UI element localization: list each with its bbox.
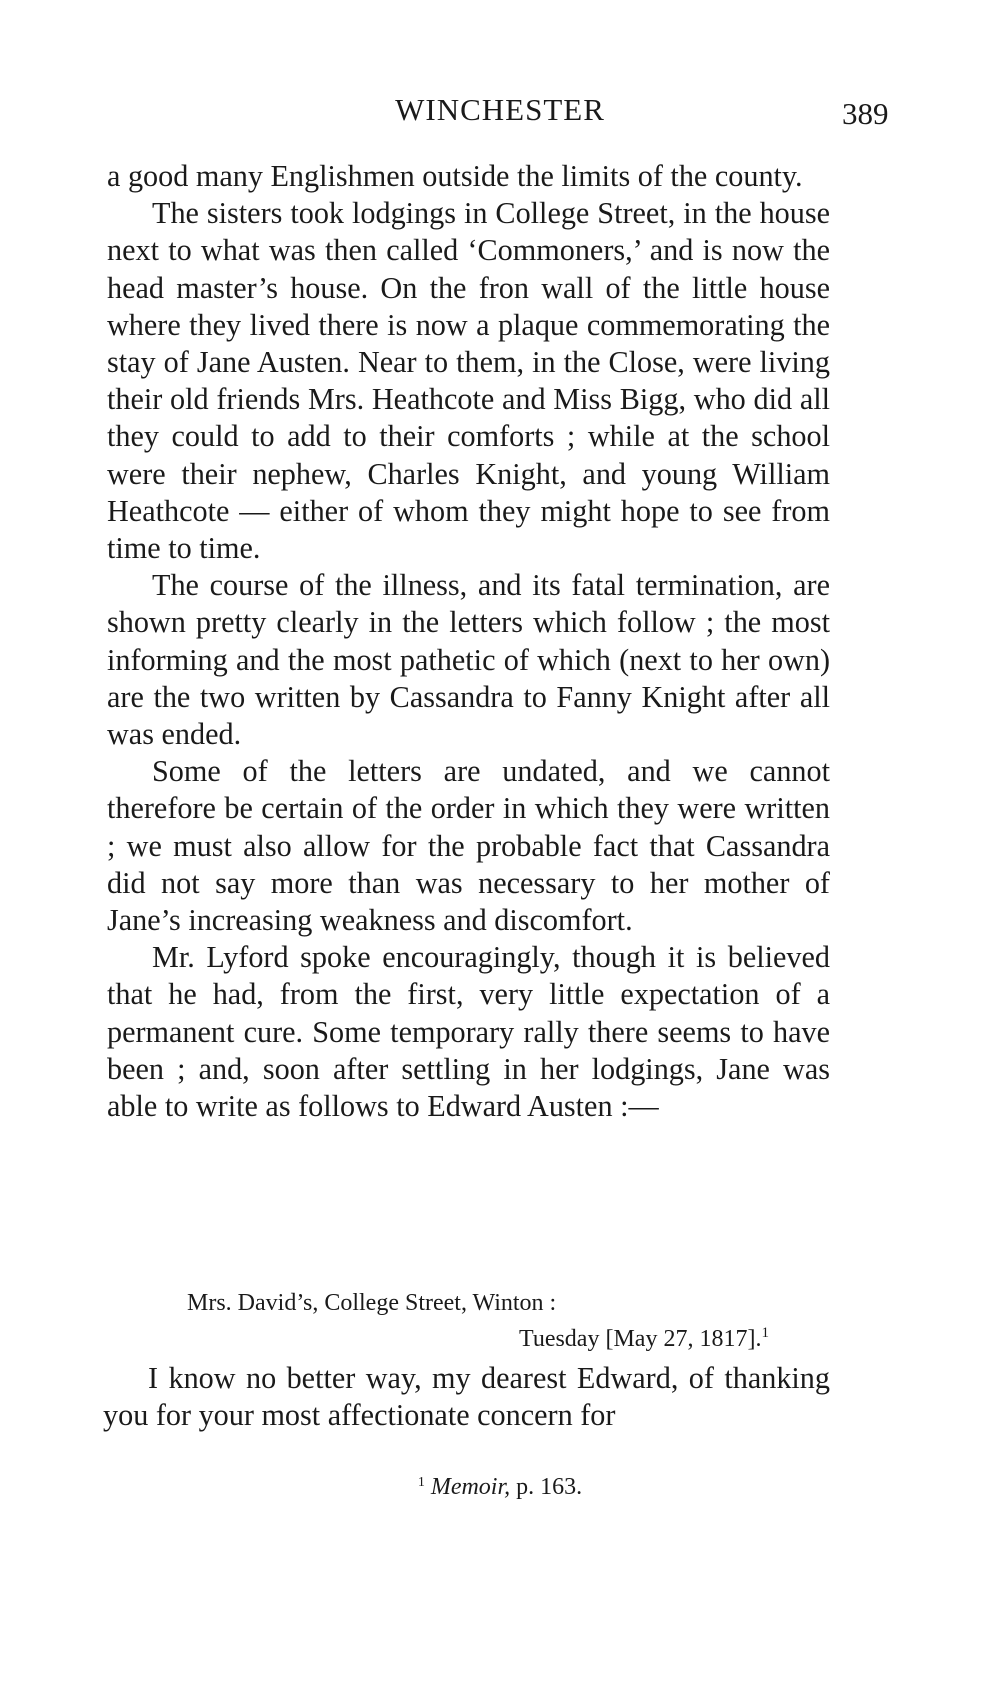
letter-date — [519, 1325, 769, 1353]
letter-opening: I know no better way, my dearest Edward, of thanking you for your most affectionate concern for — [103, 1361, 830, 1433]
footnote-source: Memoir, — [430, 1474, 511, 1500]
running-head — [0, 92, 1000, 132]
footnote-reference: 1 — [761, 1325, 769, 1341]
body-text — [107, 158, 830, 1125]
footnote — [0, 1474, 1000, 1501]
paragraph-illness: The course of the illness, and its fatal termination, are shown pretty clearly in the letters which follow ; the most informing and the most pathetic of which (next to her own) are the two written by Cassandra to Fanny Knight after all was ended. — [107, 568, 830, 752]
letter-address: Mrs. David’s, College Street, Winton : — [187, 1290, 557, 1316]
paragraph-lyford: Mr. Lyford spoke encouragingly, though it is believed that he had, from the first, very little expectation of a permanent cure. Some temporary rally there seems to have been ; and, soon after settling in her lodgings, Jane was able to write as follows to Edward Austen :— — [107, 940, 830, 1124]
paragraph-lodgings: The sisters took lodgings in College Street, in the house next to what was then called ‘Commoners,’ and is now the head master’s house. On the fron wall of the little house where they lived there is now a plaque commemorating the stay of Jane Austen. Near to them, in the Close, were living their old friends Mrs. Heathcote and Miss Bigg, who did all they could to add to their comforts ; while at the school were their nephew, Charles Knight, and young William Heathcote — either of whom they might hope to see from time to time. — [107, 196, 830, 566]
footnote-marker: 1 — [417, 1475, 425, 1490]
paragraph-undated-letters: Some of the letters are undated, and we cannot therefore be certain of the order in which they were written ; we must also allow for the probable fact that Cassandra did not say more than was necessary to her mother of Jane’s increasing weakness and discomfort. — [107, 754, 830, 938]
letter-body — [103, 1360, 830, 1434]
footnote-page: p. 163. — [516, 1474, 583, 1500]
page-number: 389 — [842, 96, 889, 131]
letter-date-text: Tuesday [May 27, 1817]. — [519, 1326, 762, 1352]
paragraph-continuation: a good many Englishmen outside the limits of the county. — [107, 159, 803, 193]
running-title: WINCHESTER — [395, 92, 605, 127]
